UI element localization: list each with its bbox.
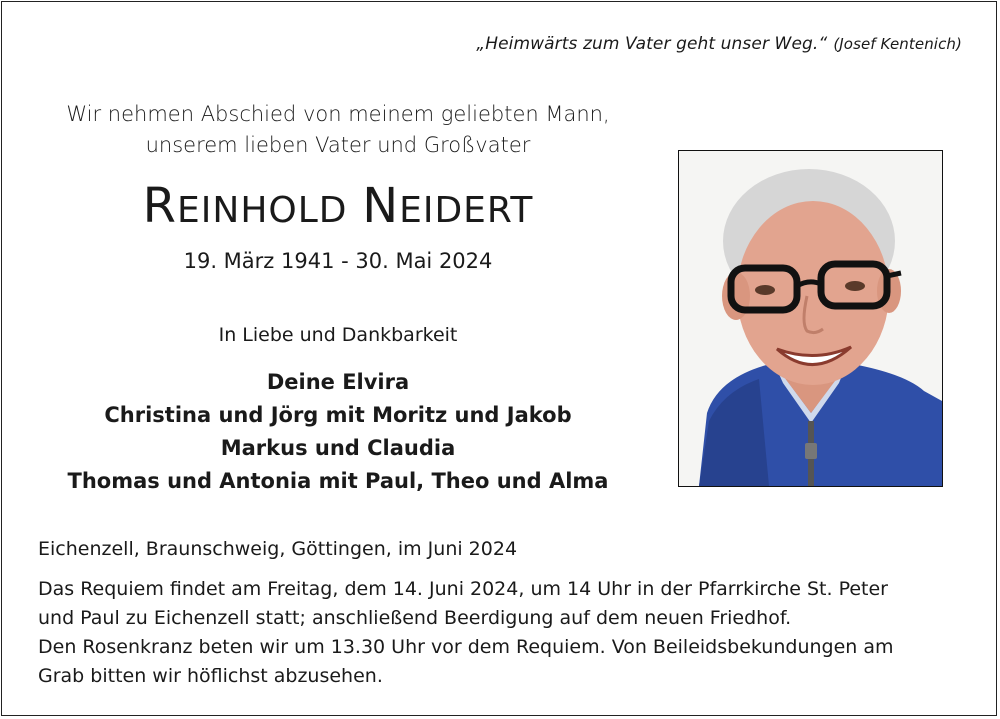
family-line: Thomas und Antonia mit Paul, Theo und Alma	[67, 469, 609, 493]
first-name-initial: R	[142, 178, 178, 234]
thanks-line: In Liebe und Dankbarkeit	[218, 324, 458, 346]
last-name-initial: N	[362, 178, 400, 234]
quote-text: „Heimwärts zum Vater geht unser Weg.“	[476, 34, 828, 54]
family-line: Deine Elvira	[266, 370, 410, 394]
quote	[476, 34, 962, 54]
life-dates: 19. März 1941 - 30. Mai 2024	[183, 249, 493, 273]
portrait-illustration	[679, 151, 942, 486]
family-list	[2, 366, 674, 498]
intro-line-1: Wir nehmen Abschied von meinem geliebten Mann,	[66, 102, 610, 126]
details-line-1: Das Requiem findet am Freitag, dem 14. Juni 2024, um 14 Uhr in der Pfarrkirche St. Peter	[38, 578, 888, 600]
quote-author: (Josef Kentenich)	[833, 35, 962, 53]
place-and-date: Eichenzell, Braunschweig, Göttingen, im Juni 2024	[38, 538, 518, 560]
first-name-rest: EINHOLD	[177, 190, 348, 231]
family-line: Christina und Jörg mit Moritz und Jakob	[104, 403, 572, 427]
details-line-2: und Paul zu Eichenzell statt; anschließend Beerdigung auf dem neuen Friedhof.	[38, 607, 792, 629]
details-line-3: Den Rosenkranz beten wir um 13.30 Uhr vor dem Requiem. Von Beileidsbekundungen am	[38, 636, 894, 658]
portrait-photo	[678, 150, 943, 487]
service-details	[38, 575, 968, 691]
deceased-name	[2, 178, 674, 234]
details-line-4: Grab bitten wir höflichst abzusehen.	[38, 665, 383, 687]
obituary-card	[1, 1, 997, 716]
intro-line-2: unserem lieben Vater und Großvater	[145, 133, 531, 157]
last-name-rest: EIDERT	[399, 190, 534, 231]
intro-text	[2, 99, 674, 161]
family-line: Markus und Claudia	[220, 436, 456, 460]
